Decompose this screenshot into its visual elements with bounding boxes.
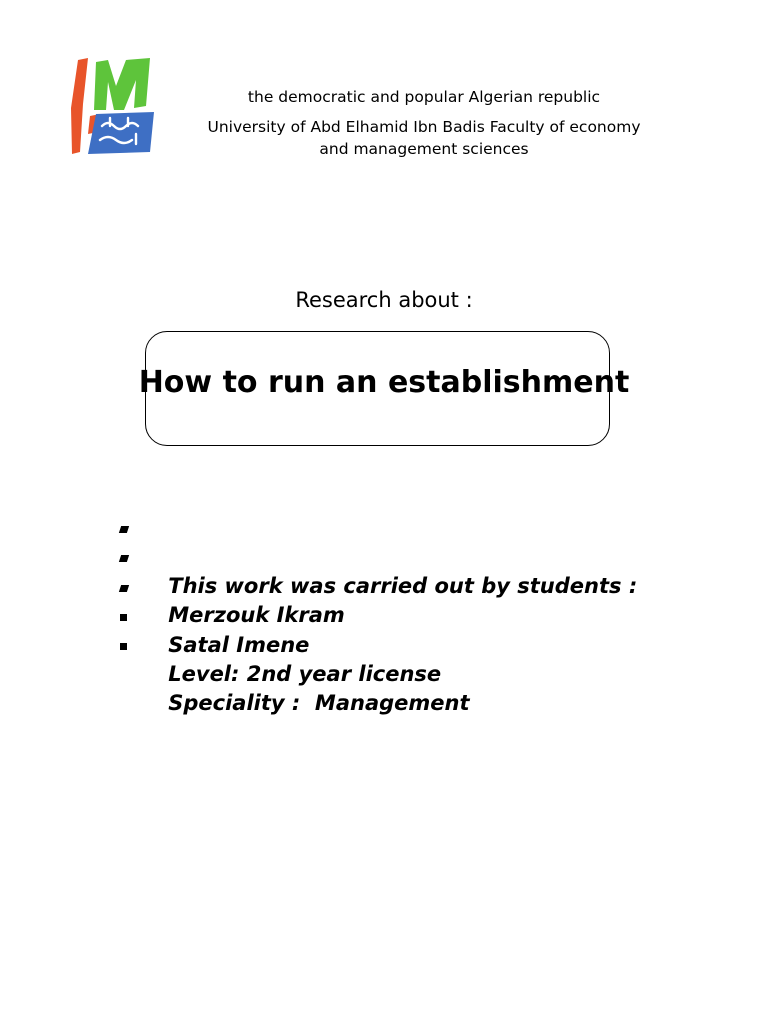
university-heading: [170, 116, 678, 160]
research-label: Research about :: [295, 288, 473, 312]
university-name: University of Abd Elhamid Ibn Badis Faculty of economy: [207, 118, 641, 136]
level-text: Level: 2nd year license: [168, 661, 442, 686]
republic-heading: the democratic and popular Algerian republic: [247, 88, 601, 106]
bullet-icon: [119, 585, 129, 592]
bullet-icon: [119, 555, 129, 562]
university-logo: [66, 56, 158, 160]
student-info-list: [114, 514, 638, 716]
speciality-text: Speciality : Management: [168, 691, 470, 716]
student-name: Merzouk Ikram: [168, 603, 345, 628]
student-name: Satal Imene: [168, 632, 310, 657]
bullet-icon: [120, 614, 127, 621]
faculty-name: and management sciences: [319, 140, 529, 158]
intro-text: This work was carried out by students :: [168, 574, 638, 598]
bullet-icon: [119, 526, 129, 533]
list-item: [114, 514, 638, 598]
bullet-icon: [120, 643, 127, 650]
research-title: How to run an establishment: [138, 365, 630, 400]
